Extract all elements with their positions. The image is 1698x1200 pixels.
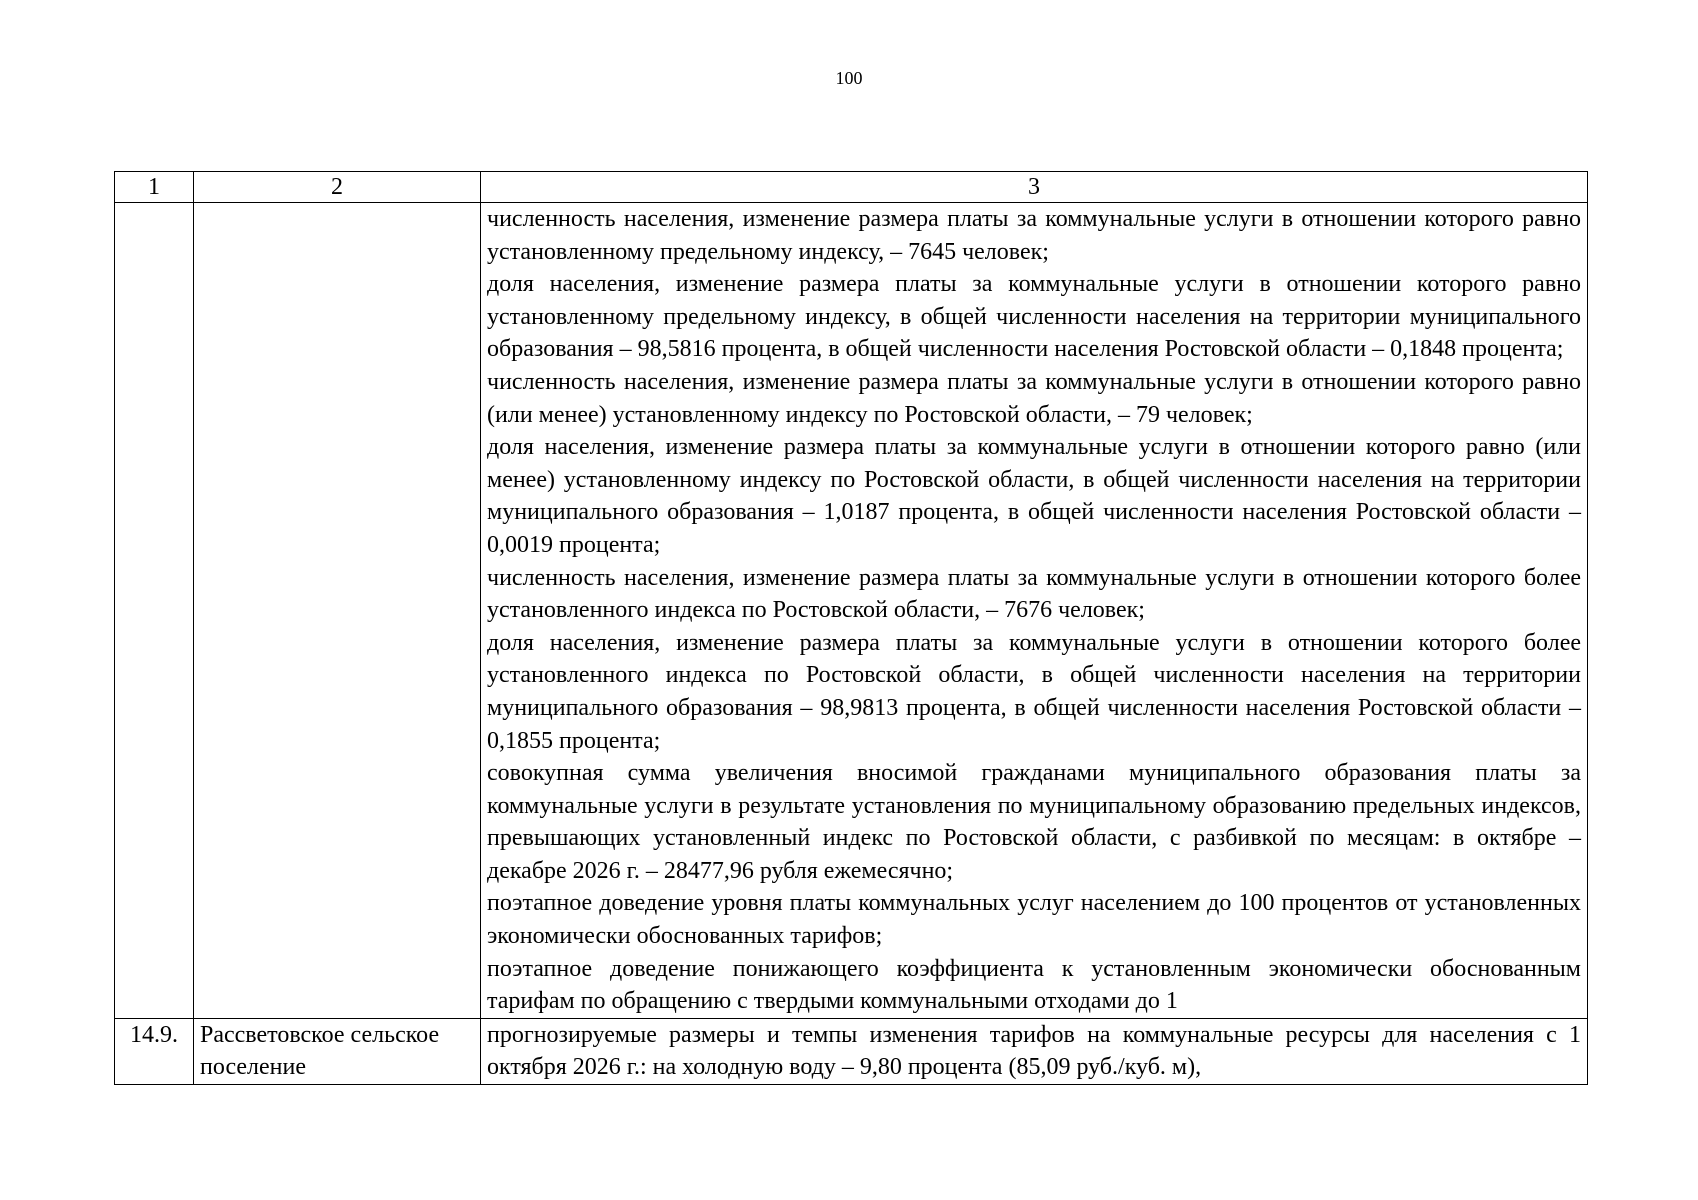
paragraph: прогнозируемые размеры и темпы изменения тарифов на коммунальные ресурсы для населения с 1 октября 2026 г.: на холодную воду – 9,80 процента (85,09 руб./куб. м), bbox=[487, 1021, 1581, 1081]
column-header-3: 3 bbox=[481, 172, 1588, 203]
paragraph: совокупная сумма увеличения вносимой гражданами муниципального образования платы за коммунальные услуги в результате установления по муниципальному образованию предельных индексов, превышающих установленный индекс по Ростовской области, с разбивкой по месяцам: в октябре – декабре 2026 г. – 28477,96 рубля ежемесячно; bbox=[487, 760, 1581, 884]
page-number: 100 bbox=[835, 68, 863, 88]
paragraph: доля населения, изменение размера платы за коммунальные услуги в отношении которого более установленного индекса по Ростовской области, в общей численности населения на территории муниципального образования – 98,9813 процента, в общей численности населения Ростовской области – 0,1855 процента; bbox=[487, 629, 1581, 754]
paragraph: доля населения, изменение размера платы за коммунальные услуги в отношении которого равно установленному предельному индексу, в общей численности населения на территории муниципального образования – 98,5816 процента, в общей численности населения Ростовской области – 0,1848 процента; bbox=[487, 271, 1581, 363]
paragraph: доля населения, изменение размера платы за коммунальные услуги в отношении которого равно (или менее) установленному индексу по Ростовской области, в общей численности населения на территории муниципального образования – 1,0187 процента, в общей численности населения Ростовской области – 0,0019 процента; bbox=[487, 434, 1581, 558]
row-number-cell bbox=[115, 203, 194, 1019]
column-header-2: 2 bbox=[194, 172, 481, 203]
row-name-cell bbox=[194, 203, 481, 1019]
row-text-cell bbox=[481, 203, 1588, 1019]
table-row bbox=[115, 1018, 1588, 1084]
paragraph: поэтапное доведение уровня платы коммунальных услуг населением до 100 процентов от установленных экономически обоснованных тарифов; bbox=[487, 890, 1581, 950]
table-row bbox=[115, 203, 1588, 1019]
column-header-1: 1 bbox=[115, 172, 194, 203]
paragraph: поэтапное доведение понижающего коэффициента к установленным экономически обоснованным тарифам по обращению с твердыми коммунальными отходами до 1 bbox=[487, 955, 1581, 1015]
row-text-cell bbox=[481, 1018, 1588, 1084]
table-header-row bbox=[115, 172, 1588, 203]
paragraph: численность населения, изменение размера платы за коммунальные услуги в отношении которого равно установленному предельному индексу, – 7645 человек; bbox=[487, 206, 1581, 265]
row-number-cell: 14.9. bbox=[115, 1018, 194, 1084]
data-table bbox=[114, 171, 1588, 1085]
paragraph: численность населения, изменение размера платы за коммунальные услуги в отношении которого более установленного индекса по Ростовской области, – 7676 человек; bbox=[487, 564, 1581, 624]
paragraph: численность населения, изменение размера платы за коммунальные услуги в отношении которого равно (или менее) установленному индексу по Ростовской области, – 79 человек; bbox=[487, 368, 1581, 428]
row-name-cell: Рассветовское сельское поселение bbox=[194, 1018, 481, 1084]
